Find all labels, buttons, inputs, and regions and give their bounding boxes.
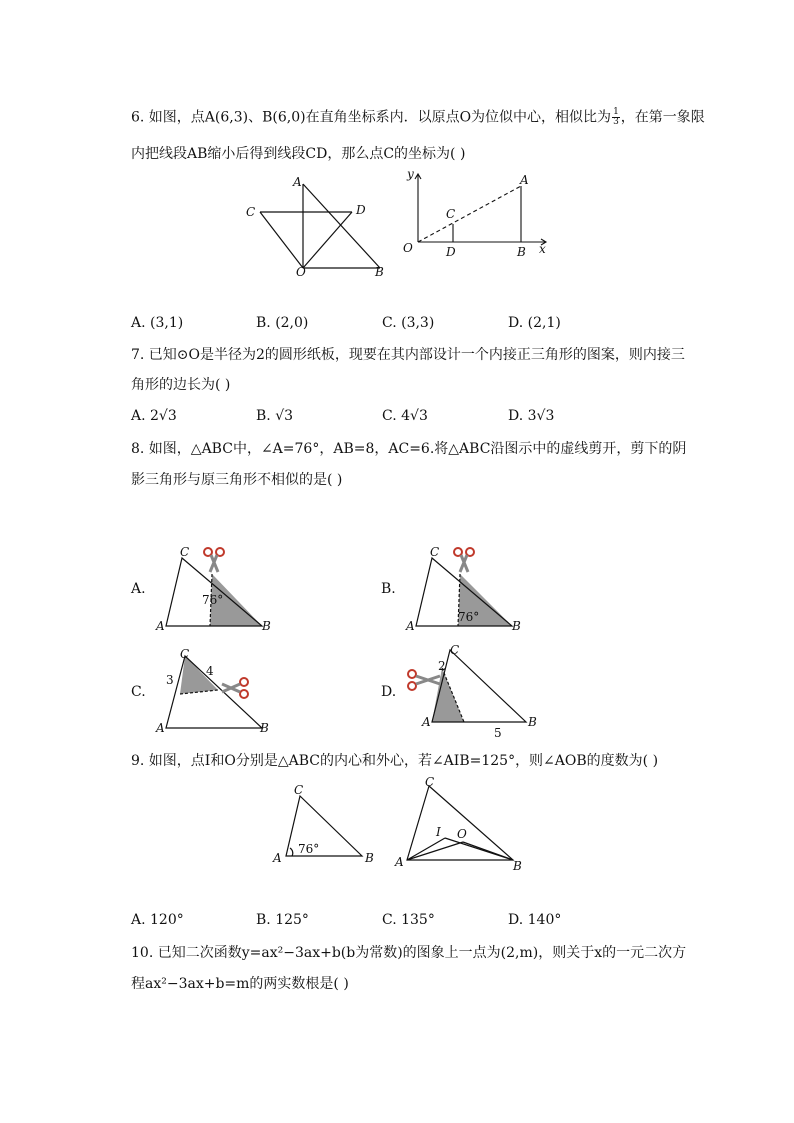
q6-frac-num: 1 — [613, 107, 619, 117]
q9-option-c[interactable]: C. 135° — [382, 912, 435, 928]
q10-line1: 10. 已知二次函数y=ax²−3ax+b(b为常数)的图象上一点为(2,m)，则关于x的一元二次方 — [131, 945, 687, 961]
q6-figure-left — [240, 172, 400, 282]
q8-option-a[interactable]: A. — [131, 581, 146, 597]
q8-d-side-2: 2 — [438, 659, 446, 673]
q7-option-d[interactable]: D. 3√3 — [508, 408, 555, 424]
q9-right-label-i: I — [436, 825, 441, 839]
q8-b-label-b: B — [512, 619, 521, 633]
q9-left-label-c: C — [294, 783, 304, 797]
q7-option-a[interactable]: A. 2√3 — [131, 408, 177, 424]
q6-option-d[interactable]: D. (2,1) — [508, 315, 561, 331]
q8-option-c[interactable]: C. — [131, 684, 146, 700]
scissors-icon — [204, 548, 224, 572]
q6-fraction — [612, 108, 620, 127]
q9-option-b[interactable]: B. 125° — [256, 912, 309, 928]
q6-option-c[interactable]: C. (3,3) — [382, 315, 435, 331]
q8-c-label-c: C — [180, 647, 190, 661]
q8-figure-a — [152, 544, 282, 634]
q9-left-angle: 76° — [298, 842, 320, 856]
q9-right-label-a: A — [395, 855, 404, 869]
q9-option-d[interactable]: D. 140° — [508, 912, 562, 928]
q8-b-angle: 76° — [458, 610, 480, 624]
q8-c-side-4: 4 — [206, 664, 214, 678]
q6-right-label-y: y — [407, 167, 414, 181]
q6-left-label-d: D — [356, 203, 366, 217]
q9-right-label-o: O — [457, 827, 467, 841]
q8-d-label-c: C — [450, 643, 460, 657]
q8-option-d[interactable]: D. — [381, 684, 397, 700]
q9-figure-left — [270, 782, 380, 872]
q6-line2: 内把线段AB缩小后得到线段CD，那么点C的坐标为( ) — [131, 146, 466, 162]
q8-b-label-a: A — [406, 619, 415, 633]
q6-left-label-c: C — [246, 205, 256, 219]
q9-line1: 9. 如图，点I和O分别是△ABC的内心和外心，若∠AIB=125°，则∠AOB的度数为( ) — [131, 753, 659, 769]
q8-c-label-a: A — [156, 721, 165, 735]
q6-left-label-a: A — [293, 175, 302, 189]
q7-line1: 7. 已知⊙O是半径为2的圆形纸板，现要在其内部设计一个内接正三角形的图案，则内接三 — [131, 347, 685, 363]
q7-option-c[interactable]: C. 4√3 — [382, 408, 428, 424]
q6-frac-den: 3 — [613, 117, 619, 127]
q8-line2: 影三角形与原三角形不相似的是( ) — [131, 472, 343, 488]
q6-line1 — [131, 108, 705, 127]
q8-line1: 8. 如图，△ABC中，∠A=76°，AB=8，AC=6.将△ABC沿图示中的虚线剪开，剪下的阴 — [131, 441, 687, 457]
q6-left-label-b: B — [375, 265, 384, 279]
q10-line2: 程ax²−3ax+b=m的两实数根是( ) — [131, 976, 349, 992]
q7-line2: 角形的边长为( ) — [131, 377, 231, 393]
q8-figure-d — [402, 642, 552, 740]
q8-figure-c — [152, 648, 282, 738]
q9-figure-right — [393, 774, 543, 874]
q8-d-side-5: 5 — [494, 726, 502, 740]
q8-c-side-3: 3 — [166, 673, 174, 687]
q6-right-label-a: A — [520, 173, 529, 187]
q6-right-label-b: B — [517, 245, 526, 259]
q8-a-label-a: A — [156, 619, 165, 633]
q8-figure-b — [402, 544, 532, 634]
q8-d-label-b: B — [528, 715, 537, 729]
q8-b-label-c: C — [430, 545, 440, 559]
q6-line1-b: ，在第一象限 — [620, 109, 705, 126]
q6-right-label-o: O — [403, 241, 413, 255]
q6-right-label-x: x — [539, 242, 546, 256]
q8-c-label-b: B — [260, 721, 269, 735]
q6-right-label-c: C — [446, 207, 456, 221]
q9-left-label-a: A — [273, 851, 282, 865]
q7-option-b[interactable]: B. √3 — [256, 408, 294, 424]
q8-a-label-b: B — [262, 619, 271, 633]
scissors-icon — [454, 548, 474, 572]
q6-figure-right — [398, 168, 558, 268]
q6-left-label-o: O — [296, 265, 306, 279]
scissors-icon — [408, 670, 440, 690]
q6-line1-a: 6. 如图，点A(6,3)、B(6,0)在直角坐标系内．以原点O为位似中心，相似比为 — [131, 109, 612, 126]
q9-right-label-b: B — [513, 859, 522, 873]
q6-option-a[interactable]: A. (3,1) — [131, 315, 184, 331]
q8-option-b[interactable]: B. — [381, 581, 396, 597]
q8-d-label-a: A — [422, 715, 431, 729]
q8-a-label-c: C — [180, 545, 190, 559]
q6-right-label-d: D — [446, 245, 456, 259]
q6-option-b[interactable]: B. (2,0) — [256, 315, 309, 331]
q9-left-label-b: B — [365, 851, 374, 865]
q9-right-label-c: C — [425, 775, 435, 789]
q9-option-a[interactable]: A. 120° — [131, 912, 184, 928]
q8-a-angle: 76° — [202, 593, 224, 607]
